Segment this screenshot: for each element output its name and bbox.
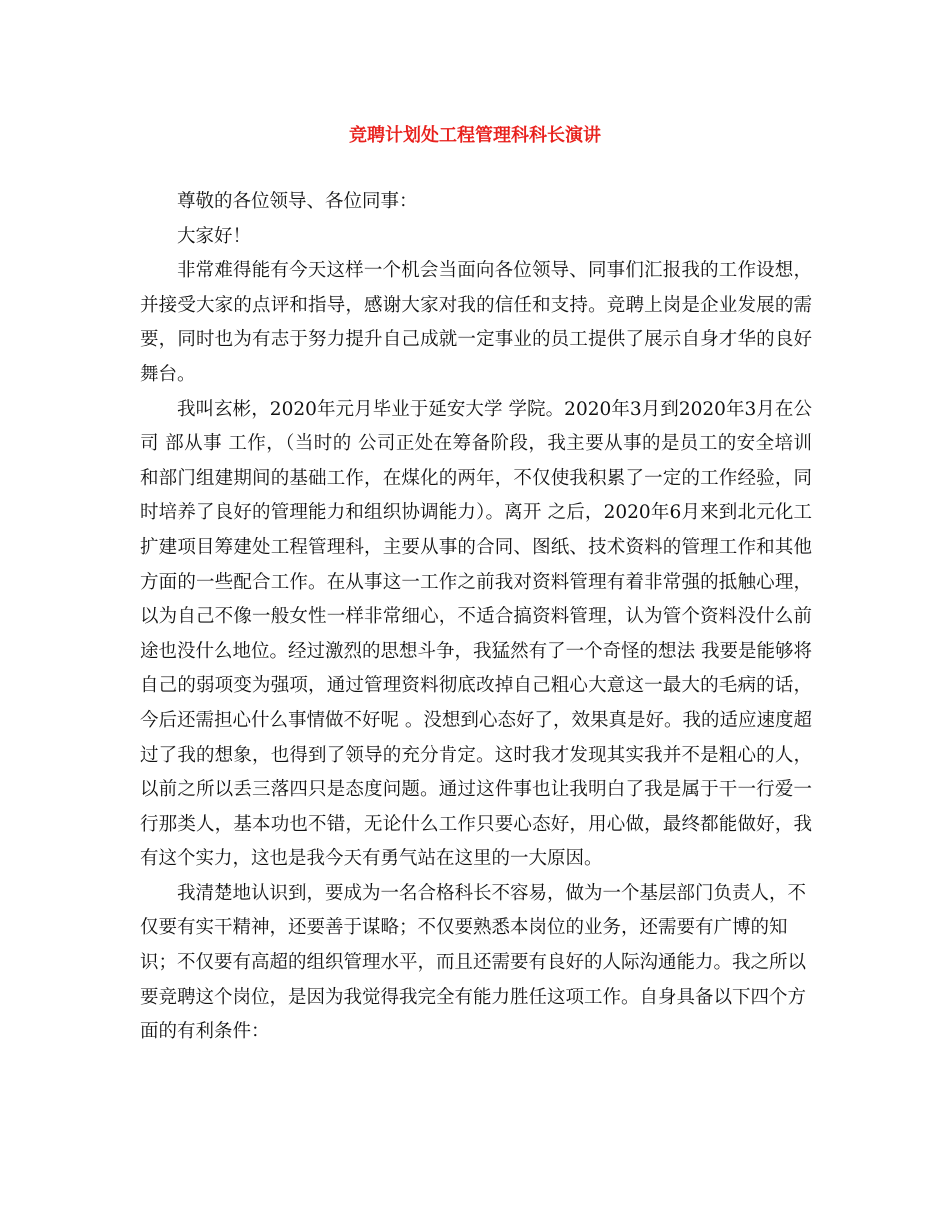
document-title: 竞聘计划处工程管理科科长演讲 xyxy=(349,125,601,146)
salutation: 尊敬的各位领导、各位同事： xyxy=(177,191,418,212)
greeting: 大家好！ xyxy=(177,225,252,247)
paragraph-qualifications: 我清楚地认识到，要成为一名合格科长不容易，做为一个基层部门负责人，不仅要有实干精神，还要善于谋略；不仅要熟悉本岗位的业务，还需要有广博的知识；不仅要有高超的组织管理水平，而且还需要有良好的人际沟通能力。我之所以要竞聘这个岗位，是因为我觉得我完全有能力胜任这项工作。自身具备以下四个方面的有利条件： xyxy=(140,882,807,1043)
paragraph-background: 我叫玄彬，2020年元月毕业于延安大学 学院。2020年3月到2020年3月在公司 部从事 工作，（当时的 公司正处在筹备阶段，我主要从事的是员工的安全培训和部门组建期间的基础工作，在煤化的两年，不仅使我积累了一定的工作经验，同时培养了良好的管理能力和组织协调能力）。离开 之后，2020年6月来到北元化工扩建项目筹建处工程管理科，主要从事的合同、图纸、技术资料的管理工作和其他方面的一些配合工作。在从事这一工作之前我对资料管理有着非常强的抵触心理，以为自己不像一般女性一样非常细心，不适合搞资料管理，认为管个资料没什么前途也没什么地位。经过激烈的思想斗争，我猛然有了一个奇怪的想法 我要是能够将自己的弱项变为强项，通过管理资料彻底改掉自己粗心大意这一最大的毛病的话，今后还需担心什么事情做不好呢 。没想到心态好了，效果真是好。我的适应速度超过了我的想象，也得到了领导的充分肯定。这时我才发现其实我并不是粗心的人，以前之所以丢三落四只是态度问题。通过这件事也让我明白了我是属于干一行爱一行那类人，基本功也不错，无论什么工作只要心态好，用心做，最终都能做好，我有这个实力，这也是我今天有勇气站在这里的一大原因。 xyxy=(140,398,812,870)
paragraph-intro: 非常难得能有今天这样一个机会当面向各位领导、同事们汇报我的工作设想，并接受大家的点评和指导，感谢大家对我的信任和支持。竞聘上岗是企业发展的需要，同时也为有志于努力提升自己成就一定事业的员工提供了展示自身才华的良好舞台。 xyxy=(140,260,812,385)
document-body xyxy=(140,185,812,1050)
